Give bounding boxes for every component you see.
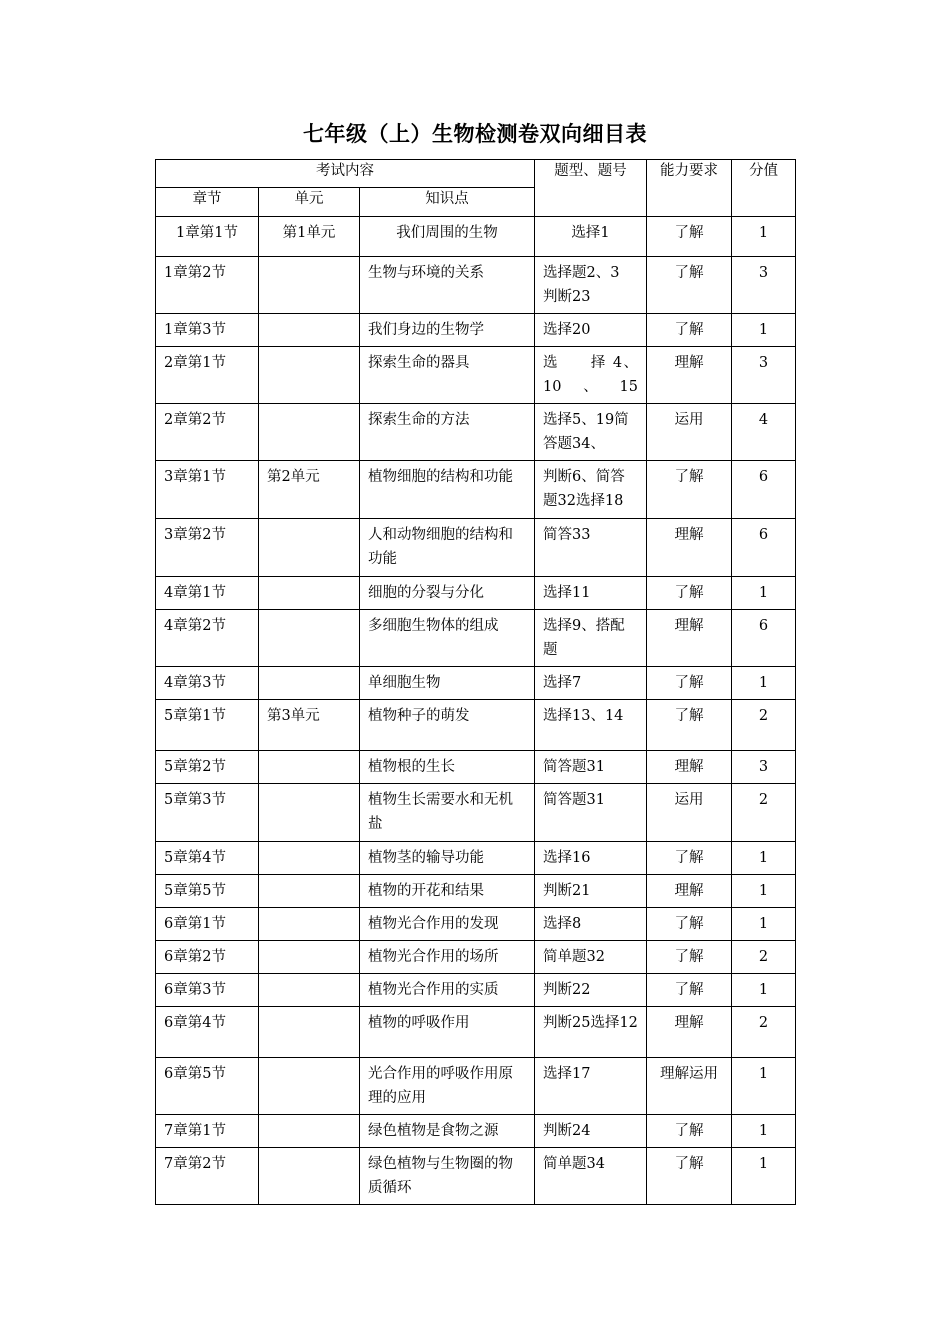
cell-chapter: 6章第1节 xyxy=(156,908,259,941)
cell-unit xyxy=(259,314,360,347)
cell-knowledge: 植物光合作用的发现 xyxy=(360,908,535,941)
cell-question: 选择16 xyxy=(535,842,647,875)
cell-ability: 了解 xyxy=(647,257,732,314)
header-chapter: 章节 xyxy=(156,188,259,217)
cell-chapter: 4章第2节 xyxy=(156,610,259,667)
cell-unit xyxy=(259,784,360,842)
cell-chapter: 4章第3节 xyxy=(156,667,259,700)
cell-chapter: 5章第2节 xyxy=(156,751,259,784)
cell-score: 2 xyxy=(732,941,796,974)
cell-score: 1 xyxy=(732,842,796,875)
cell-knowledge: 绿色植物与生物圈的物质循环 xyxy=(360,1148,535,1205)
cell-ability: 了解 xyxy=(647,1115,732,1148)
cell-chapter: 1章第3节 xyxy=(156,314,259,347)
cell-question: 选择1 xyxy=(535,217,647,257)
cell-chapter: 1章第2节 xyxy=(156,257,259,314)
cell-chapter: 5章第4节 xyxy=(156,842,259,875)
cell-knowledge: 植物根的生长 xyxy=(360,751,535,784)
cell-unit xyxy=(259,1058,360,1115)
cell-question: 选 择 4、10、15 xyxy=(535,347,647,404)
cell-knowledge: 植物的开花和结果 xyxy=(360,875,535,908)
cell-ability: 理解 xyxy=(647,875,732,908)
cell-unit xyxy=(259,577,360,610)
cell-ability: 运用 xyxy=(647,404,732,461)
cell-question: 选择5、19简答题34、 xyxy=(535,404,647,461)
cell-question: 简答题31 xyxy=(535,784,647,842)
cell-chapter: 3章第1节 xyxy=(156,461,259,519)
cell-unit xyxy=(259,1148,360,1205)
cell-unit xyxy=(259,519,360,577)
cell-knowledge: 植物茎的输导功能 xyxy=(360,842,535,875)
cell-knowledge: 多细胞生物体的组成 xyxy=(360,610,535,667)
cell-ability: 了解 xyxy=(647,217,732,257)
cell-ability: 了解 xyxy=(647,941,732,974)
cell-unit: 第1单元 xyxy=(259,217,360,257)
cell-unit xyxy=(259,1115,360,1148)
cell-ability: 运用 xyxy=(647,784,732,842)
table-row xyxy=(156,314,796,347)
table-row xyxy=(156,577,796,610)
cell-knowledge: 探索生命的方法 xyxy=(360,404,535,461)
cell-knowledge: 探索生命的器具 xyxy=(360,347,535,404)
cell-unit xyxy=(259,347,360,404)
cell-score: 1 xyxy=(732,1058,796,1115)
table-row xyxy=(156,461,796,519)
cell-chapter: 2章第1节 xyxy=(156,347,259,404)
cell-score: 6 xyxy=(732,519,796,577)
cell-score: 1 xyxy=(732,217,796,257)
cell-unit xyxy=(259,941,360,974)
cell-ability: 了解 xyxy=(647,314,732,347)
cell-unit xyxy=(259,404,360,461)
header-unit: 单元 xyxy=(259,188,360,217)
cell-score: 1 xyxy=(732,908,796,941)
cell-score: 1 xyxy=(732,974,796,1007)
cell-ability: 了解 xyxy=(647,908,732,941)
page-title: 七年级（上）生物检测卷双向细目表 xyxy=(303,121,647,146)
cell-question: 判断22 xyxy=(535,974,647,1007)
cell-score: 2 xyxy=(732,784,796,842)
cell-ability: 理解 xyxy=(647,347,732,404)
cell-question: 简答题31 xyxy=(535,751,647,784)
cell-question: 简单题34 xyxy=(535,1148,647,1205)
cell-chapter: 5章第5节 xyxy=(156,875,259,908)
table-row xyxy=(156,217,796,257)
cell-score: 2 xyxy=(732,700,796,751)
cell-score: 1 xyxy=(732,1115,796,1148)
table-row xyxy=(156,784,796,842)
cell-ability: 了解 xyxy=(647,1148,732,1205)
cell-unit xyxy=(259,610,360,667)
cell-unit xyxy=(259,875,360,908)
cell-ability: 理解运用 xyxy=(647,1058,732,1115)
cell-unit xyxy=(259,974,360,1007)
cell-question: 选择9、搭配题 xyxy=(535,610,647,667)
cell-score: 1 xyxy=(732,667,796,700)
cell-ability: 理解 xyxy=(647,751,732,784)
cell-score: 2 xyxy=(732,1007,796,1058)
cell-ability: 理解 xyxy=(647,519,732,577)
table-row xyxy=(156,347,796,404)
table-row xyxy=(156,700,796,751)
header-question-type: 题型、题号 xyxy=(535,160,647,217)
cell-ability: 了解 xyxy=(647,577,732,610)
cell-knowledge: 植物光合作用的场所 xyxy=(360,941,535,974)
cell-knowledge: 植物光合作用的实质 xyxy=(360,974,535,1007)
cell-question: 判断6、简答题32选择18 xyxy=(535,461,647,519)
cell-chapter: 6章第4节 xyxy=(156,1007,259,1058)
cell-question: 选择17 xyxy=(535,1058,647,1115)
cell-chapter: 7章第2节 xyxy=(156,1148,259,1205)
specification-table xyxy=(155,159,796,1205)
table-row xyxy=(156,1007,796,1058)
cell-score: 3 xyxy=(732,751,796,784)
cell-chapter: 3章第2节 xyxy=(156,519,259,577)
cell-score: 6 xyxy=(732,461,796,519)
cell-knowledge: 植物种子的萌发 xyxy=(360,700,535,751)
cell-knowledge: 生物与环境的关系 xyxy=(360,257,535,314)
cell-knowledge: 细胞的分裂与分化 xyxy=(360,577,535,610)
table-row xyxy=(156,519,796,577)
cell-unit xyxy=(259,842,360,875)
cell-ability: 理解 xyxy=(647,1007,732,1058)
table-row xyxy=(156,667,796,700)
header-knowledge: 知识点 xyxy=(360,188,535,217)
cell-question: 选择13、14 xyxy=(535,700,647,751)
cell-score: 1 xyxy=(732,1148,796,1205)
cell-score: 1 xyxy=(732,577,796,610)
cell-question: 选择11 xyxy=(535,577,647,610)
cell-knowledge: 人和动物细胞的结构和功能 xyxy=(360,519,535,577)
cell-chapter: 6章第5节 xyxy=(156,1058,259,1115)
cell-unit: 第2单元 xyxy=(259,461,360,519)
cell-question: 简答33 xyxy=(535,519,647,577)
cell-question: 选择7 xyxy=(535,667,647,700)
header-ability: 能力要求 xyxy=(647,160,732,217)
cell-chapter: 6章第2节 xyxy=(156,941,259,974)
cell-knowledge: 植物生长需要水和无机盐 xyxy=(360,784,535,842)
cell-question: 判断24 xyxy=(535,1115,647,1148)
table-row xyxy=(156,751,796,784)
cell-chapter: 1章第1节 xyxy=(156,217,259,257)
cell-knowledge: 绿色植物是食物之源 xyxy=(360,1115,535,1148)
cell-score: 6 xyxy=(732,610,796,667)
cell-score: 1 xyxy=(732,875,796,908)
header-score: 分值 xyxy=(732,160,796,217)
table-row xyxy=(156,842,796,875)
header-exam-content: 考试内容 xyxy=(156,160,535,188)
cell-unit xyxy=(259,908,360,941)
cell-question: 选择题2、3 判断23 xyxy=(535,257,647,314)
cell-ability: 理解 xyxy=(647,610,732,667)
cell-chapter: 7章第1节 xyxy=(156,1115,259,1148)
cell-unit xyxy=(259,1007,360,1058)
cell-score: 1 xyxy=(732,314,796,347)
cell-chapter: 5章第3节 xyxy=(156,784,259,842)
cell-knowledge: 单细胞生物 xyxy=(360,667,535,700)
cell-chapter: 4章第1节 xyxy=(156,577,259,610)
table-row xyxy=(156,610,796,667)
cell-question: 简单题32 xyxy=(535,941,647,974)
header-row-top xyxy=(156,160,796,188)
cell-chapter: 2章第2节 xyxy=(156,404,259,461)
cell-knowledge: 植物细胞的结构和功能 xyxy=(360,461,535,519)
table-row xyxy=(156,941,796,974)
cell-knowledge: 光合作用的呼吸作用原理的应用 xyxy=(360,1058,535,1115)
table-row xyxy=(156,974,796,1007)
cell-score: 3 xyxy=(732,257,796,314)
table-row xyxy=(156,1058,796,1115)
table-row xyxy=(156,1148,796,1205)
cell-ability: 了解 xyxy=(647,842,732,875)
cell-chapter: 6章第3节 xyxy=(156,974,259,1007)
cell-question: 判断25选择12 xyxy=(535,1007,647,1058)
cell-ability: 了解 xyxy=(647,700,732,751)
table-row xyxy=(156,908,796,941)
table-row xyxy=(156,404,796,461)
cell-question: 选择8 xyxy=(535,908,647,941)
cell-unit: 第3单元 xyxy=(259,700,360,751)
table-row xyxy=(156,257,796,314)
cell-question: 选择20 xyxy=(535,314,647,347)
cell-score: 4 xyxy=(732,404,796,461)
cell-unit xyxy=(259,751,360,784)
table-row xyxy=(156,875,796,908)
cell-score: 3 xyxy=(732,347,796,404)
table-row xyxy=(156,1115,796,1148)
cell-unit xyxy=(259,257,360,314)
cell-knowledge: 我们周围的生物 xyxy=(360,217,535,257)
cell-knowledge: 植物的呼吸作用 xyxy=(360,1007,535,1058)
cell-knowledge: 我们身边的生物学 xyxy=(360,314,535,347)
cell-question: 判断21 xyxy=(535,875,647,908)
cell-chapter: 5章第1节 xyxy=(156,700,259,751)
cell-ability: 了解 xyxy=(647,667,732,700)
cell-ability: 了解 xyxy=(647,461,732,519)
cell-ability: 了解 xyxy=(647,974,732,1007)
cell-unit xyxy=(259,667,360,700)
